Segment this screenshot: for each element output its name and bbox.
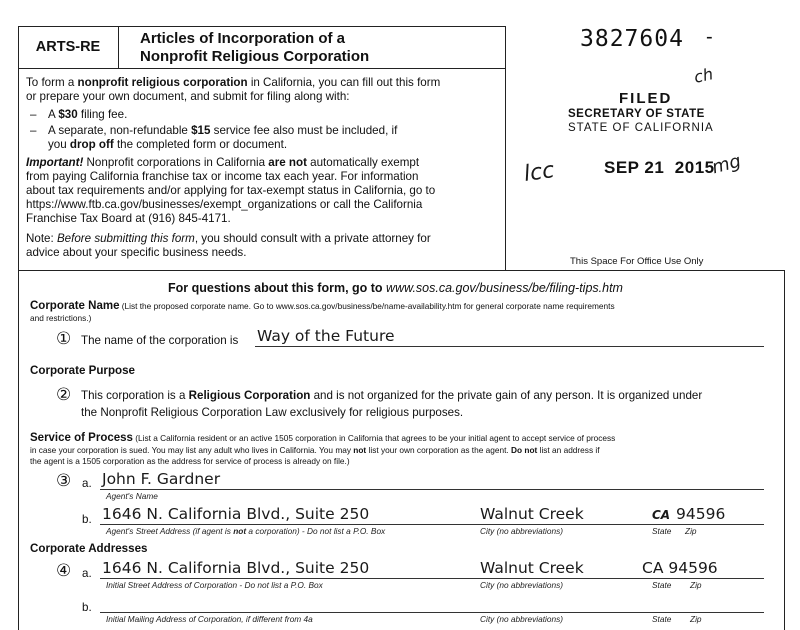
left-border bbox=[18, 270, 19, 630]
agent-zip-label: Zip bbox=[685, 526, 697, 536]
intro-text: To form a nonprofit religious corporation in California, you can fill out this form or prepare your own document, and submit for filing along with: – A $30 filing fee. – A separate, non-refundable $15 service fee also must be included, if you drop off the completed form or document. Important! Nonprofit corporations in California are not automatically exempt from paying California franchise tax or income tax each year. For information about tax requirements and/or applying for tax-exempt status in California, go to https://www.ftb.ca.gov/businesses/exempt_organizations or call the California Franchise Tax Board at (916) 845-4171. Note: Before submitting this form, you should consult with a private attorney for advice about your specific business needs. bbox=[26, 76, 441, 259]
initials-top: ch bbox=[692, 64, 715, 87]
item-1-marker: ① bbox=[56, 329, 72, 348]
secretary-of-state: SECRETARY OF STATE bbox=[568, 108, 705, 120]
item-2-marker: ② bbox=[56, 385, 72, 404]
agent-city-label: City (no abbreviations) bbox=[480, 526, 564, 536]
agent-state-value[interactable]: CA bbox=[652, 508, 671, 522]
agent-name-underline bbox=[100, 489, 764, 490]
corp-street-label: Initial Street Address of Corporation - Do not list a P.O. Box bbox=[106, 580, 323, 590]
initials-right: mg bbox=[709, 150, 744, 179]
agent-city-value[interactable]: Walnut Creek bbox=[480, 505, 584, 523]
service-instructions: Service of Process (List a California resident or an active 1505 corporation in California that agrees to be your initial agent to accept service of process bbox=[30, 432, 616, 444]
item-3a-letter: a. bbox=[82, 477, 92, 490]
service-instr2: in case your corporation is sued. You may list any adult who lives in California. You may not list your own corporation as the agent. Do not list an address if bbox=[30, 445, 600, 455]
initials-left: lcc bbox=[522, 158, 556, 187]
item-3-marker: ③ bbox=[56, 471, 72, 490]
filed-date: SEP 21 2015 bbox=[604, 158, 715, 177]
corp-name-label: The name of the corporation is bbox=[81, 334, 239, 347]
mailing-city-label: City (no abbreviations) bbox=[480, 614, 564, 624]
corp-city-value[interactable]: Walnut Creek bbox=[480, 559, 584, 577]
corp-name-underline bbox=[255, 346, 764, 347]
agent-street-label: Agent's Street Address (if agent is not a corporation) - Do not list a P.O. Box bbox=[106, 526, 386, 536]
form-code: ARTS-RE bbox=[18, 26, 119, 69]
item-4-marker: ④ bbox=[56, 561, 72, 580]
corp-state-label: State bbox=[652, 580, 672, 590]
title-line-2: Nonprofit Religious Corporation bbox=[140, 48, 370, 65]
mailing-state-label: State bbox=[652, 614, 672, 624]
corp-name-value[interactable]: Way of the Future bbox=[257, 327, 395, 345]
filing-number: 3827604 bbox=[580, 26, 684, 52]
agent-street-value[interactable]: 1646 N. California Blvd., Suite 250 bbox=[102, 505, 370, 523]
questions-line: For questions about this form, go to www.sos.ca.gov/business/be/filing-tips.htm bbox=[168, 281, 623, 295]
item-4a-letter: a. bbox=[82, 567, 92, 580]
corp-state-zip-value[interactable]: CA 94596 bbox=[642, 559, 718, 577]
title-line-1: Articles of Incorporation of a bbox=[140, 30, 346, 47]
corp-name-instructions: Corporate Name (List the proposed corporate name. Go to www.sos.ca.gov/business/be/name-availability.htm for general corporate name requirements bbox=[30, 300, 615, 312]
mailing-address-label: Initial Mailing Address of Corporation, if different from 4a bbox=[106, 614, 313, 624]
form-title bbox=[140, 30, 440, 66]
agent-name-value[interactable]: John F. Gardner bbox=[102, 470, 221, 488]
corp-addresses-heading: Corporate Addresses bbox=[30, 542, 148, 555]
agent-zip-value[interactable]: 94596 bbox=[676, 505, 726, 523]
service-instr3: the agent is a 1505 corporation as the address for service of process is already on file.) bbox=[30, 456, 350, 466]
mailing-address-underline[interactable] bbox=[100, 612, 764, 613]
corp-zip-label: Zip bbox=[690, 580, 702, 590]
corp-street-value[interactable]: 1646 N. California Blvd., Suite 250 bbox=[102, 559, 370, 577]
right-border bbox=[784, 270, 785, 630]
agent-address-underline bbox=[100, 524, 764, 525]
corp-purpose-heading: Corporate Purpose bbox=[30, 364, 136, 377]
filed-stamp: FILED bbox=[619, 90, 673, 107]
office-box-bottom bbox=[504, 270, 784, 271]
agent-name-label: Agent's Name bbox=[106, 491, 158, 501]
mailing-zip-label: Zip bbox=[690, 614, 702, 624]
item-4b-letter: b. bbox=[82, 601, 92, 614]
agent-state-label: State bbox=[652, 526, 672, 536]
corp-name-instr2: and restrictions.) bbox=[30, 313, 92, 323]
corp-purpose-text: This corporation is a Religious Corporation and is not organized for the private gain of any person. It is organized under the Nonprofit Religious Corporation Law exclusively for religious purposes. bbox=[81, 389, 703, 419]
questions-url[interactable]: www.sos.ca.gov/business/be/filing-tips.htm bbox=[386, 281, 623, 295]
state-of-california: STATE OF CALIFORNIA bbox=[568, 122, 714, 134]
item-3b-letter: b. bbox=[82, 513, 92, 526]
filing-number-dash: - bbox=[706, 26, 713, 48]
office-use-label: This Space For Office Use Only bbox=[570, 256, 704, 267]
corp-city-label: City (no abbreviations) bbox=[480, 580, 564, 590]
corp-address-underline bbox=[100, 578, 764, 579]
